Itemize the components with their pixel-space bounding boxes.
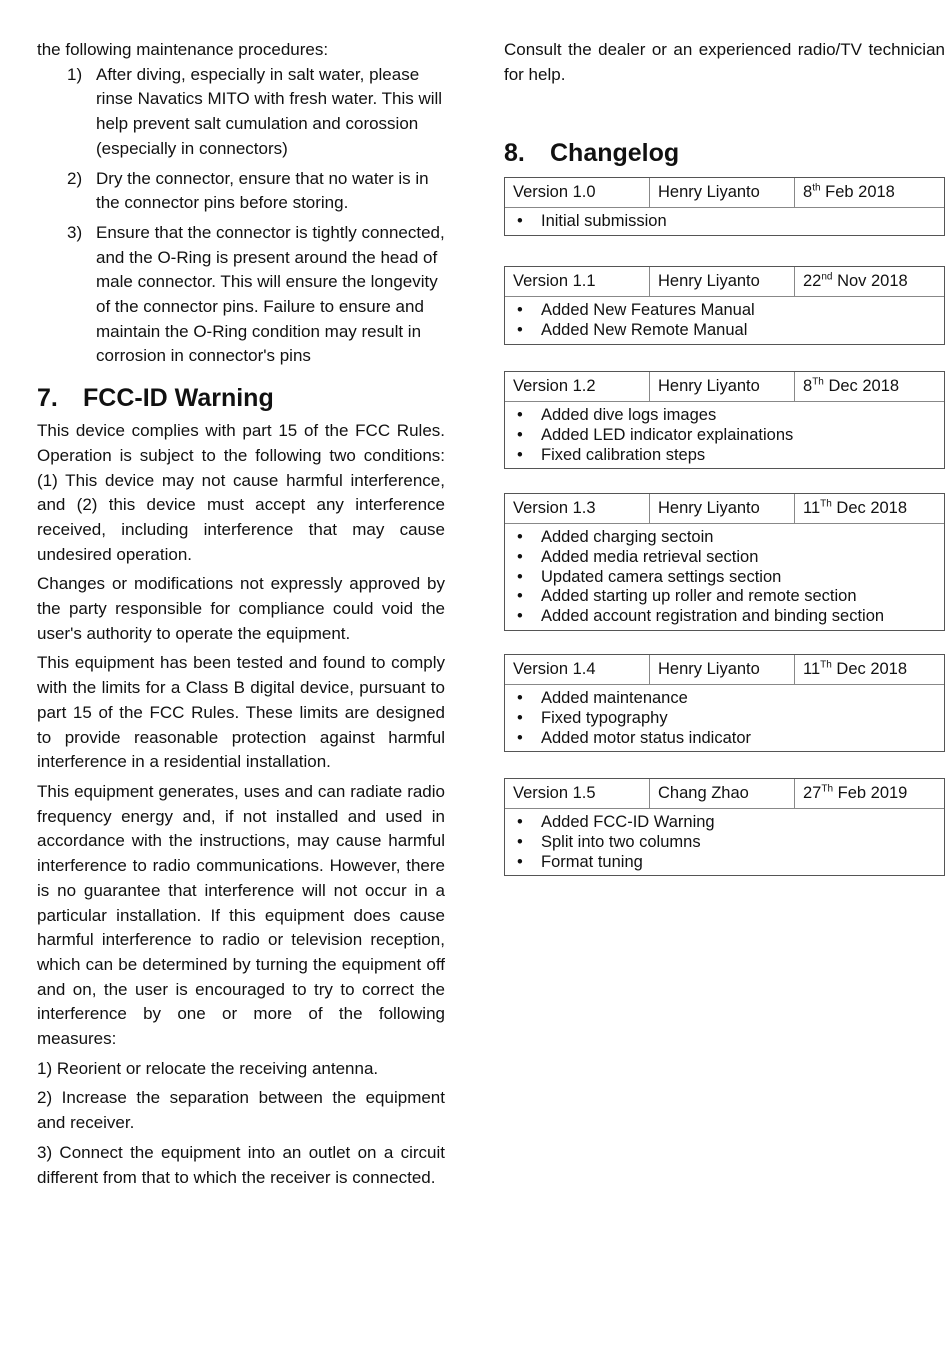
date-suffix: th	[812, 182, 821, 194]
changelog-item: • Updated camera settings section	[505, 568, 944, 588]
changelog-item: • Added account registration and binding section	[505, 607, 944, 627]
fcc-measure: 2) Increase the separation between the equipment and receiver.	[37, 1088, 445, 1133]
changelog-items	[505, 685, 944, 751]
step-text: Dry the connector, ensure that no water is in the connector pins before storing.	[96, 168, 429, 213]
changelog-item: • Added dive logs images	[505, 406, 944, 426]
changelog-table	[504, 177, 945, 236]
date-day: 8	[803, 377, 813, 395]
date-suffix: Th	[812, 376, 824, 388]
version-cell: Version 1.5	[505, 779, 650, 808]
maintenance-steps	[37, 63, 445, 369]
section-heading-fcc	[37, 383, 445, 413]
changelog-items	[505, 208, 944, 235]
fcc-paragraph: This device complies with part 15 of the FCC Rules. Operation is subject to the following two conditions: (1) This device may not cause harmful interference, and (2) this device must accept any interference received, including interference that may cause undesired operation.	[37, 421, 445, 564]
author-cell: Henry Liyanto	[650, 178, 795, 207]
step-number: 1)	[67, 64, 83, 84]
maintenance-step	[37, 63, 445, 162]
date-month-year: Feb 2018	[825, 183, 895, 201]
changelog-items	[505, 402, 944, 468]
version-cell: Version 1.1	[505, 267, 650, 296]
heading-number: 8.	[504, 139, 525, 167]
heading-text: FCC-ID Warning	[83, 384, 274, 413]
changelog-table	[504, 654, 945, 752]
changelog-item: • Added FCC-ID Warning	[505, 813, 944, 833]
heading-text: Changelog	[550, 139, 680, 167]
author-cell: Chang Zhao	[650, 779, 795, 808]
date-cell	[795, 779, 944, 808]
author-cell: Henry Liyanto	[650, 267, 795, 296]
date-cell	[795, 655, 944, 684]
date-cell	[795, 267, 944, 296]
fcc-paragraph: Changes or modifications not expressly approved by the party responsible for compliance could void the user's authority to operate the equipment.	[37, 574, 445, 643]
changelog-header-row	[505, 267, 944, 297]
heading-number: 7.	[37, 384, 58, 413]
date-cell	[795, 494, 944, 523]
changelog-item: • Added New Remote Manual	[505, 321, 944, 341]
changelog-items	[505, 809, 944, 875]
right-column	[504, 38, 945, 871]
changelog-table	[504, 493, 945, 631]
date-suffix: Th	[820, 498, 832, 510]
date-cell	[795, 178, 944, 207]
changelog-item: • Added New Features Manual	[505, 301, 944, 321]
changelog-item: • Added charging sectoin	[505, 528, 944, 548]
maintenance-intro: the following maintenance procedures:	[37, 40, 329, 59]
author-cell: Henry Liyanto	[650, 372, 795, 401]
changelog-item: • Added starting up roller and remote section	[505, 587, 944, 607]
changelog-header-row	[505, 494, 944, 524]
date-day: 11	[803, 499, 821, 517]
date-suffix: Th	[820, 659, 832, 671]
changelog-table	[504, 266, 945, 345]
changelog-table	[504, 778, 945, 876]
version-cell: Version 1.4	[505, 655, 650, 684]
changelog-item: • Format tuning	[505, 853, 944, 873]
changelog-item: • Split into two columns	[505, 833, 944, 853]
changelog-header-row	[505, 178, 944, 208]
step-text: After diving, especially in salt water, please rinse Navatics MITO with fresh water. This will help prevent salt cumulation and corossion (especially in connectors)	[96, 64, 443, 158]
left-column	[37, 38, 445, 1195]
section-heading-changelog	[504, 138, 679, 168]
changelog-items	[505, 524, 944, 630]
step-number: 2)	[67, 168, 83, 188]
version-cell: Version 1.0	[505, 178, 650, 207]
fcc-paragraph: This equipment has been tested and found to comply with the limits for a Class B digital device, pursuant to part 15 of the FCC Rules. These limits are designed to provide reasonable protection against harmful interference in a residential installation.	[37, 653, 445, 772]
date-day: 27	[803, 784, 822, 802]
fcc-measure: 1) Reorient or relocate the receiving antenna.	[37, 1058, 379, 1078]
changelog-table	[504, 371, 945, 469]
changelog-items	[505, 297, 944, 344]
changelog-header-row	[505, 372, 944, 402]
changelog-item: • Fixed typography	[505, 709, 944, 729]
changelog-item: • Added media retrieval section	[505, 548, 944, 568]
date-suffix: Th	[821, 783, 834, 795]
date-month-year: Dec 2018	[836, 660, 908, 678]
author-cell: Henry Liyanto	[650, 494, 795, 523]
changelog-item: • Fixed calibration steps	[505, 446, 944, 466]
consult-text: Consult the dealer or an experienced radio/TV technician for help.	[504, 40, 945, 84]
date-suffix: nd	[821, 271, 833, 283]
step-number: 3)	[67, 222, 83, 242]
step-text: Ensure that the connector is tightly connected, and the O-Ring is present around the head of male connector. This will ensure the longevity of the connector pins. Failure to ensure and maintain the O-Ring condition may result in corrosion in connector's pins	[96, 222, 445, 366]
fcc-measure: 3) Connect the equipment into an outlet on a circuit different from that to which the receiver is connected.	[37, 1142, 445, 1187]
maintenance-step	[37, 221, 445, 369]
changelog-item: • Added maintenance	[505, 689, 944, 709]
fcc-paragraph: This equipment generates, uses and can radiate radio frequency energy and, if not installed and used in accordance with the instructions, may cause harmful interference to radio communications. However, there is no guarantee that interference will not occur in a particular installation. If this equipment does cause harmful interference to radio or television reception, which can be determined by turning the equipment off and on, the user is encouraged to try to correct the interference by one or more of the following measures:	[37, 781, 445, 1049]
maintenance-step	[37, 167, 445, 216]
date-day: 22	[803, 272, 822, 290]
version-cell: Version 1.3	[505, 494, 650, 523]
date-cell	[795, 372, 944, 401]
changelog-item: • Initial submission	[505, 212, 944, 232]
changelog-item: • Added LED indicator explainations	[505, 426, 944, 446]
date-month-year: Nov 2018	[837, 272, 908, 290]
changelog-header-row	[505, 655, 944, 685]
date-month-year: Dec 2018	[836, 499, 908, 517]
date-day: 8	[803, 183, 813, 201]
date-day: 11	[803, 660, 821, 678]
author-cell: Henry Liyanto	[650, 655, 795, 684]
changelog-header-row	[505, 779, 944, 809]
version-cell: Version 1.2	[505, 372, 650, 401]
date-month-year: Feb 2019	[837, 784, 908, 802]
date-month-year: Dec 2018	[828, 377, 900, 395]
changelog-item: • Added motor status indicator	[505, 729, 944, 749]
